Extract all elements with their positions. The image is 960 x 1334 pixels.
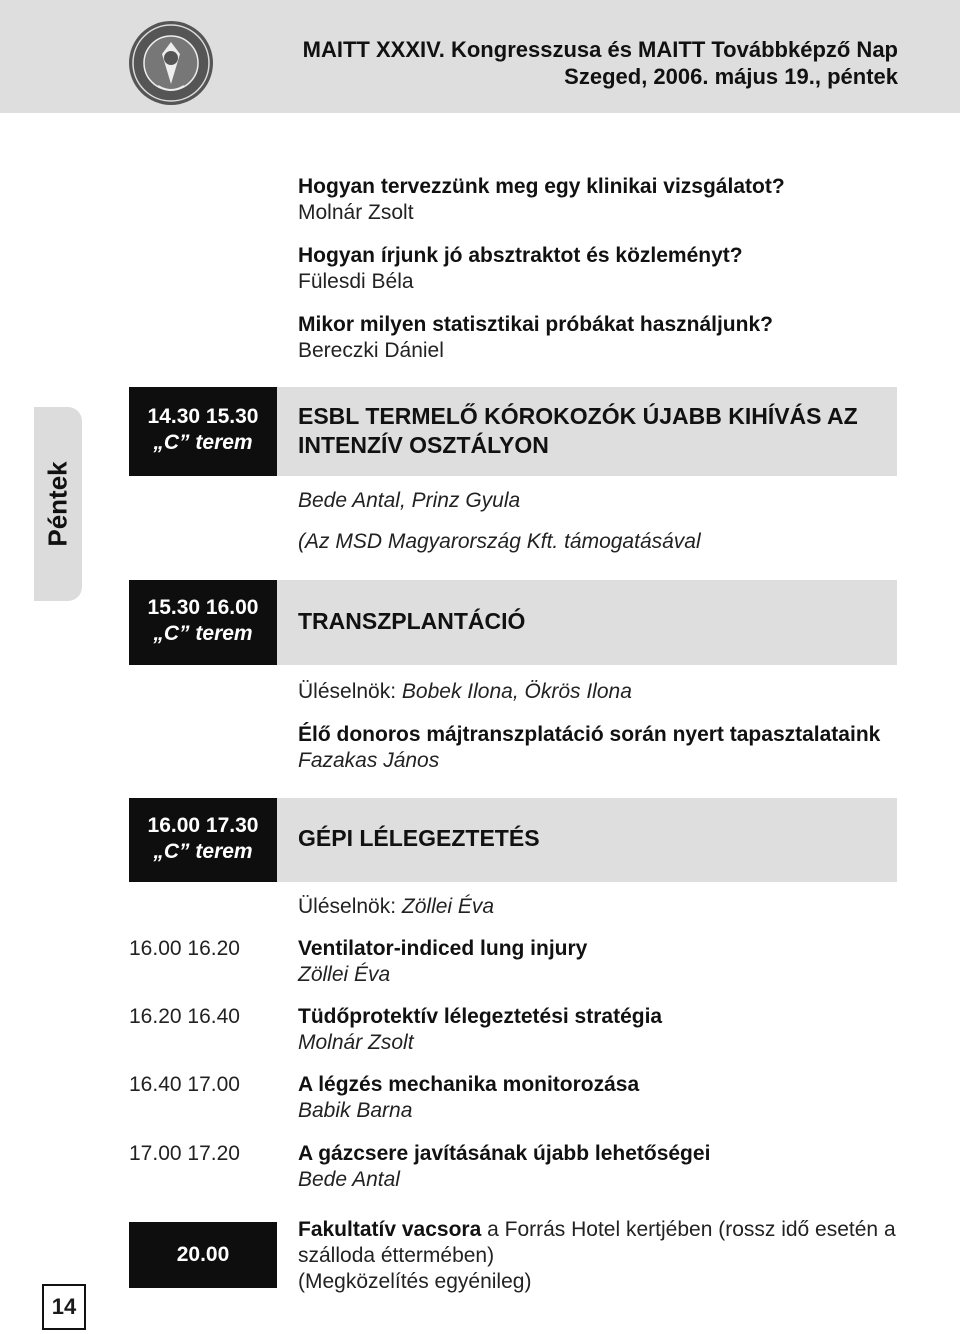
intro-talk-2 bbox=[298, 243, 743, 295]
session-title: GÉPI LÉLEGEZTETÉS bbox=[298, 825, 540, 851]
header-line-1: MAITT XXXIV. Kongresszusa és MAITT Továbbképző Nap bbox=[302, 37, 898, 62]
talk-title: A gázcsere javításának újabb lehetőségei bbox=[298, 1142, 711, 1165]
talk-author: Bede Antal bbox=[298, 1168, 400, 1191]
session-time: 15.30 16.00 bbox=[147, 596, 259, 619]
chairs-names: Bobek Ilona, Ökrös Ilona bbox=[401, 680, 632, 703]
session-3-talk-3 bbox=[298, 1072, 639, 1124]
header-title bbox=[303, 36, 898, 90]
session-1-title-band bbox=[277, 387, 897, 476]
talk-author: Fazakas János bbox=[298, 749, 440, 772]
chairs-label: Üléselnök: bbox=[298, 895, 397, 918]
session-chairs bbox=[298, 679, 632, 705]
session-chairs bbox=[298, 894, 494, 920]
session-speakers: Bede Antal, Prinz Gyula bbox=[298, 489, 521, 512]
chairs-names: Zöllei Éva bbox=[401, 895, 495, 918]
session-room: „C” terem bbox=[153, 622, 253, 645]
session-3-talk-4 bbox=[298, 1141, 710, 1193]
dinner-text-3: (Megközelítés egyénileg) bbox=[298, 1270, 532, 1293]
session-3-time-box bbox=[129, 798, 277, 882]
session-1-time-box bbox=[129, 387, 277, 476]
society-seal-logo bbox=[128, 20, 214, 106]
session-2-time-box bbox=[129, 580, 277, 665]
header-line-2: Szeged, 2006. május 19., péntek bbox=[564, 64, 898, 89]
dinner-text-1: a Forrás Hotel kertjében (rossz idő esetén a bbox=[481, 1218, 896, 1241]
talk-author: Babik Barna bbox=[298, 1099, 413, 1122]
session-3-talk-2 bbox=[298, 1004, 662, 1056]
session-room: „C” terem bbox=[153, 840, 253, 863]
talk-time: 16.00 16.20 bbox=[129, 937, 240, 960]
session-time: 16.00 17.30 bbox=[147, 814, 259, 837]
talk-author: Molnár Zsolt bbox=[298, 201, 414, 224]
session-title: TRANSZPLANTÁCIÓ bbox=[298, 608, 526, 634]
session-2-talk bbox=[298, 722, 880, 774]
dinner-time-box: 20.00 bbox=[129, 1222, 277, 1288]
day-side-tab-label: Péntek bbox=[42, 461, 73, 547]
page-header bbox=[0, 0, 960, 113]
session-time: 14.30 15.30 bbox=[147, 405, 259, 428]
talk-title: A légzés mechanika monitorozása bbox=[298, 1073, 640, 1096]
session-title-line-2: INTENZÍV OSZTÁLYON bbox=[298, 432, 549, 458]
session-title-line-1: ESBL TERMELŐ KÓROKOZÓK ÚJABB KIHÍVÁS AZ bbox=[298, 403, 858, 429]
dinner-title: Fakultatív vacsora bbox=[298, 1218, 482, 1241]
session-sponsor: (Az MSD Magyarország Kft. támogatásával bbox=[298, 530, 701, 553]
intro-talk-1 bbox=[298, 174, 785, 226]
talk-title: Ventilator-indiced lung injury bbox=[298, 937, 588, 960]
session-3-title-band bbox=[277, 798, 897, 882]
talk-author: Zöllei Éva bbox=[298, 963, 391, 986]
talk-author: Fülesdi Béla bbox=[298, 270, 414, 293]
talk-time: 17.00 17.20 bbox=[129, 1142, 240, 1165]
session-2-title-band bbox=[277, 580, 897, 665]
dinner-text-2: szálloda éttermében) bbox=[298, 1244, 495, 1267]
talk-title: Hogyan írjunk jó absztraktot és közleményt? bbox=[298, 244, 743, 267]
intro-talk-3 bbox=[298, 312, 773, 364]
talk-title: Élő donoros májtranszplatáció során nyert tapasztalataink bbox=[298, 723, 881, 746]
talk-author: Molnár Zsolt bbox=[298, 1031, 414, 1054]
dinner-line-1 bbox=[298, 1217, 898, 1243]
talk-time: 16.40 17.00 bbox=[129, 1073, 240, 1096]
talk-title: Tüdőprotektív lélegeztetési stratégia bbox=[298, 1005, 663, 1028]
chairs-label: Üléselnök: bbox=[298, 680, 397, 703]
session-title bbox=[298, 402, 858, 460]
talk-author: Bereczki Dániel bbox=[298, 339, 444, 362]
dinner-info bbox=[298, 1217, 898, 1295]
session-3-talk-1 bbox=[298, 936, 587, 988]
talk-title: Hogyan tervezzünk meg egy klinikai vizsgálatot? bbox=[298, 175, 785, 198]
talk-time: 16.20 16.40 bbox=[129, 1005, 240, 1028]
day-side-tab bbox=[34, 407, 82, 601]
session-room: „C” terem bbox=[153, 431, 253, 454]
talk-title: Mikor milyen statisztikai próbákat használjunk? bbox=[298, 313, 773, 336]
page-number: 14 bbox=[42, 1284, 86, 1330]
